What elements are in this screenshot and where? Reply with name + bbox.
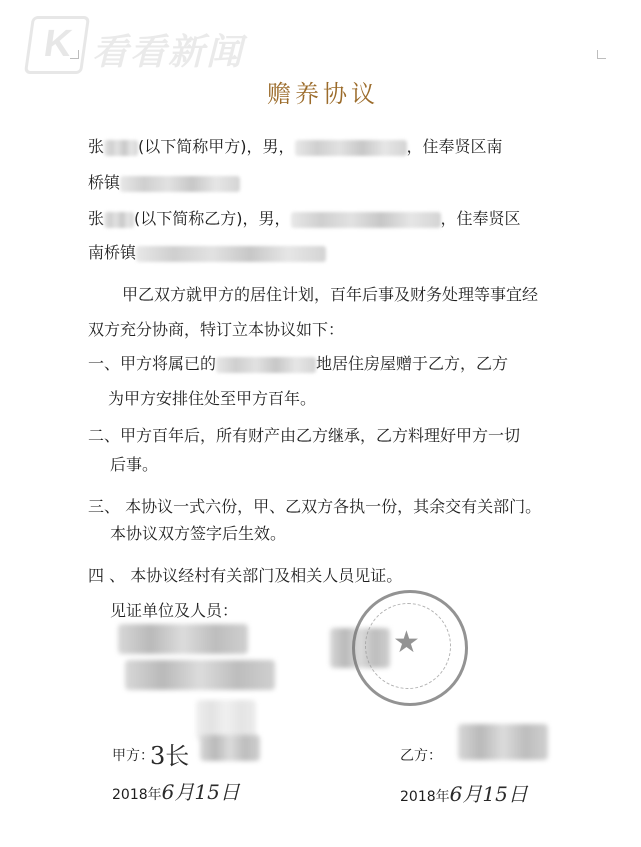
party-a-line2: 桥镇: [88, 170, 240, 193]
party-a-signature-redacted: [200, 735, 260, 761]
redacted-address: [136, 246, 326, 262]
document-title: 赡养协议: [267, 80, 379, 108]
clause-3-line2: 本协议双方签字后生效。: [110, 524, 287, 543]
redacted-name: [104, 212, 134, 228]
page-corner-top-right: [597, 50, 606, 59]
clause-4-line1: 四 、 本协议经村有关部门及相关人员见证。: [88, 566, 403, 585]
redacted-name: [104, 140, 138, 156]
party-a-date: 2018年6月15日: [112, 780, 240, 804]
redacted-id: [291, 212, 441, 228]
party-b-date: 2018年6月15日: [400, 782, 528, 806]
party-b-line1: 张 (以下简称乙方)，男， ，住奉贤区: [88, 209, 521, 228]
redacted-address: [216, 357, 316, 373]
witness-signature-1: [118, 624, 248, 654]
redacted-id: [295, 140, 407, 156]
witness-signature-2: [125, 660, 275, 690]
party-a-signature: 3长: [150, 742, 190, 770]
intro-line2: 双方充分协商，特订立本协议如下：: [88, 320, 345, 339]
seal-smudge: [196, 700, 256, 740]
official-stamp-icon: ★: [352, 590, 468, 706]
redacted-address: [120, 176, 240, 192]
clause-3-line1: 三、 本协议一式六份，甲、乙双方各执一份，其余交有关部门。: [88, 497, 542, 516]
party-b-signature-redacted: [458, 724, 548, 760]
party-a-line1: 张 (以下简称甲方)，男， ，住奉贤区南: [88, 137, 503, 156]
intro-line1: 甲乙双方就甲方的居住计划，百年后事及财务处理等事宜经: [122, 285, 539, 304]
witness-label: 见证单位及人员：: [110, 601, 239, 620]
clause-1-line1: 一、甲方将属已的 地居住房屋赠于乙方，乙方: [88, 354, 509, 373]
party-a-label: 甲方：: [112, 748, 154, 764]
clause-2-line2: 后事。: [110, 455, 159, 474]
watermark-text: 看看新闻: [92, 32, 245, 73]
clause-2-line1: 二、甲方百年后，所有财产由乙方继承，乙方料理好甲方一切: [88, 426, 521, 445]
party-b-label: 乙方：: [400, 748, 442, 764]
party-b-line2: 南桥镇: [88, 240, 326, 263]
watermark-logo-icon: K: [24, 16, 90, 74]
clause-1-line2: 为甲方安排住处至甲方百年。: [108, 389, 317, 408]
